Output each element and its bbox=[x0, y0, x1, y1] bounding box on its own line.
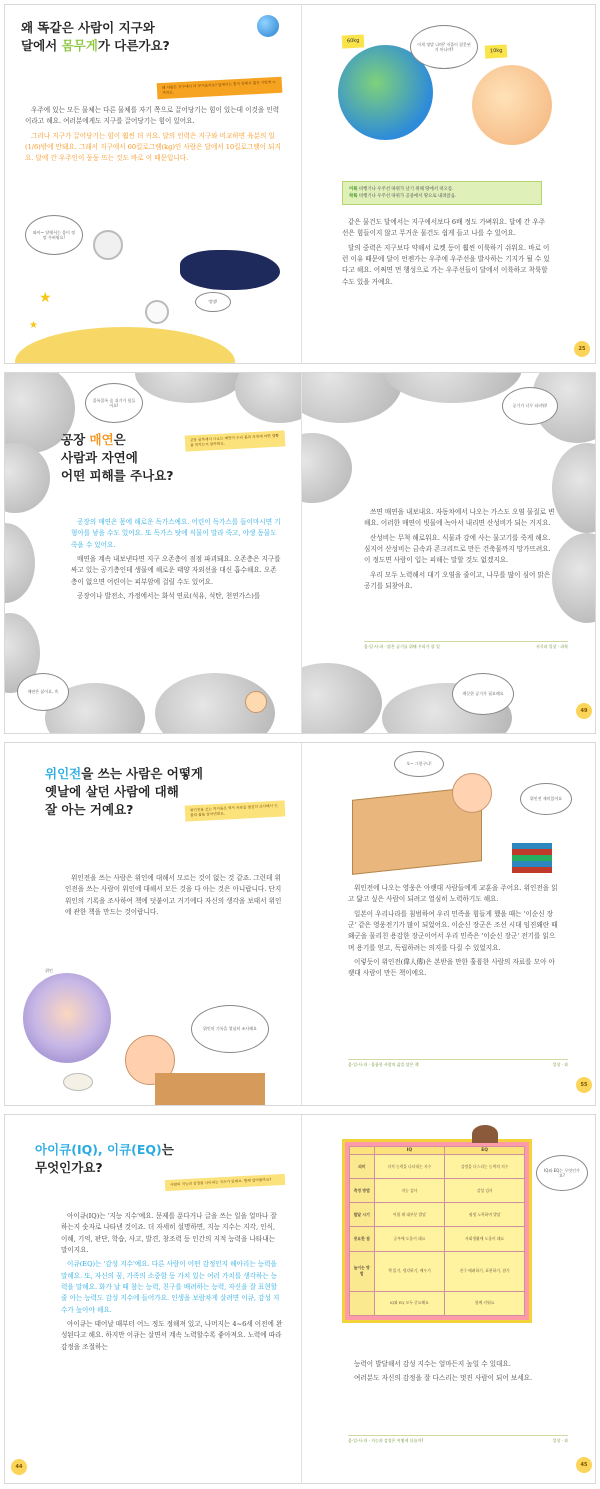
page-number: 25 bbox=[574, 341, 590, 357]
moon-globe-icon bbox=[472, 65, 552, 145]
table-cell: 함께 키워요 bbox=[445, 1291, 525, 1315]
child-face-icon bbox=[245, 691, 267, 713]
page-left bbox=[5, 1115, 301, 1483]
speech-bubble: 와아~ 달에서는 몸이 정말 가벼워요! bbox=[25, 215, 83, 255]
body-text: 우주에 있는 모든 물체는 다른 물체를 자기 쪽으로 끌어당기는 힘이 있는데 이것을 인력이라고 해요. 여러분에게도 지구를 끌어당기는 힘이 있어요. 그러나 지구가 끌어당기는 힘이 훨씬 더 커요. 달의 인력은 지구와 비교하면 육분의 일(1/6)밖에 안돼요. 그래서 지구에서 60킬로그램(kg)인 사람은 달에서 10킬로그램이 되지요. 달에 간 우주인이 둥둥 뜨는 것도 바로 이 때문입니다. bbox=[25, 106, 281, 163]
table-header: EQ bbox=[445, 1147, 525, 1155]
page-title: 왜 똑같은 사람이 지구와 달에서 몸무게가 다른가요? bbox=[21, 20, 170, 54]
title-sticker: 사람의 지능과 감정을 나타내는 지수가 있대요. 함께 알아볼까요? bbox=[165, 1174, 285, 1191]
table-cell: 사회생활에 도움이 돼요 bbox=[445, 1227, 525, 1251]
page-title: 아이큐(IQ), 이큐(EQ)는 무엇인가요? bbox=[35, 1142, 174, 1176]
speech-bubble: 오~ 그렇구나! bbox=[394, 751, 444, 777]
table-row bbox=[350, 1147, 525, 1155]
page-right bbox=[302, 373, 596, 733]
page-number: 45 bbox=[576, 1457, 592, 1473]
speech-bubble: 위인전 재미있어요 bbox=[520, 783, 572, 815]
body-text: 위인전을 쓰는 사람은 위인에 대해서 모르는 것이 없는 것 같죠. 그런데 위인전을 쓰는 사람이 위인에 대해서 모든 것을 다 아는 것은 아니랍니다. 단지 위인의 기록을 조사하여 책에 덧붙이고 거기에다 자신의 생각을 보태서 위인에 관한 책을 만드는 것이랍니다. bbox=[65, 874, 282, 916]
table-cell: 친구 배려하기, 표현하기, 참기 bbox=[445, 1251, 525, 1291]
body-text: 쓰면 매연을 내보내요. 자동차에서 나오는 가스도 오염 물질로 변해요. 이러한 매연이 빗물에 녹아서 내리면 산성비가 되는 거지요. 산성비는 무척 해로워요. 식물과 강에 사는 물고기를 죽게 해요. 심지어 산성비는 금속과 콘크리트로 만든 건축물까지 망가뜨려요. 이 정도면 사람이 입는 피해는 말할 것도 없겠지요. 우리 모두 노력해서 대기 오염을 줄이고, 나무를 많이 심어 맑은 공기를 되찾아요. bbox=[364, 508, 555, 590]
table-row bbox=[350, 1251, 525, 1291]
smoke-cloud bbox=[552, 533, 596, 623]
table-cell: 평생 노력하며 발달 bbox=[445, 1203, 525, 1227]
star-icon: ★ bbox=[29, 320, 38, 331]
spread-iq-eq bbox=[4, 1114, 596, 1484]
cat-peeking-icon bbox=[472, 1125, 498, 1143]
page-left bbox=[5, 5, 301, 363]
table-header bbox=[350, 1147, 375, 1155]
smoke-cloud bbox=[5, 523, 35, 603]
table-cell: 어릴 때 대부분 발달 bbox=[374, 1203, 445, 1227]
speech-bubble: 이게 정말 나야? 저울이 잘못된 거 아니야? bbox=[410, 25, 478, 69]
body-text: 능력이 발달해서 감성 지수는 얼마든지 높일 수 있대요. 여러분도 자신의 감정을 잘 다스리는 멋진 사람이 되어 보세요. bbox=[354, 1360, 533, 1383]
table-cell: 측정 방법 bbox=[350, 1179, 375, 1203]
page-title: 위인전을 쓰는 사람은 어떻게 옛날에 살던 사람에 대해 잘 아는 거예요? bbox=[45, 766, 203, 818]
table-row bbox=[350, 1179, 525, 1203]
weight-label-60: 60kg bbox=[342, 34, 365, 48]
table-cell: 책 읽기, 생각하기, 배우기 bbox=[374, 1251, 445, 1291]
space-rock-icon bbox=[180, 250, 280, 290]
comparison-table bbox=[349, 1146, 525, 1316]
desk-icon bbox=[155, 1073, 265, 1105]
page-footer: 몸·일·사·과 · 지능과 감성은 어떻게 다를까? 일상 · 과 bbox=[348, 1435, 568, 1443]
dog-bubble: 멍멍! bbox=[195, 292, 231, 312]
speech-bubble: 콜록콜록 숨 쉬기가 힘들어요! bbox=[85, 383, 143, 423]
table-row bbox=[350, 1155, 525, 1179]
smoke-cloud bbox=[302, 663, 382, 733]
book-stack-icon bbox=[512, 843, 552, 873]
table-cell: 감성 검사 bbox=[445, 1179, 525, 1203]
smoke-cloud bbox=[5, 443, 50, 513]
table-cell: 중요한 점 bbox=[350, 1227, 375, 1251]
body-text: 위인전에 나오는 영웅은 아랫대 사람들에게 교훈을 주어요. 위인전을 읽고 닮고 싶은 사람이 되려고 열심히 노력하기도 해요. 일본이 우리나라를 침범하여 우리 민족을 힘들게 했을 때는 '이순신 장군' 같은 영웅전기가 많이 되었어요. 이순신 장군은 조선 시대 임진왜란 때 왜군을 물리친 용감한 장군이어서 우리 민족은 '이순신 장군' 전기를 읽으며 용기를 얻고, 독립하려는 의지를 다질 수 있었지요. 이렇듯이 위인전(偉人傳)은 본받을 만한 훌륭한 사람의 자료를 모아 아랫대 사람이 만든 책이에요. bbox=[348, 884, 558, 978]
page-right bbox=[302, 743, 596, 1105]
speech-bubble: 깨끗한 공기가 필요해요 bbox=[452, 673, 514, 715]
page-footer: 몸·일·사·과 · 훌륭한 사람의 삶을 담은 책 일상 · 과 bbox=[348, 1059, 568, 1067]
reader-child-icon bbox=[452, 773, 492, 813]
dog-astronaut-icon bbox=[145, 300, 169, 324]
page-left bbox=[5, 743, 301, 1105]
table-cell: IQ와 EQ 모두 중요해요 bbox=[374, 1291, 445, 1315]
thought-label: 위인 bbox=[45, 968, 53, 974]
smoke-cloud bbox=[135, 373, 245, 403]
page-number: 55 bbox=[576, 1077, 592, 1093]
page-right bbox=[302, 1115, 596, 1483]
thought-cloud-portrait bbox=[23, 973, 111, 1063]
speech-bubble: 매연은 싫어요, 흑 bbox=[17, 673, 69, 711]
earth-icon bbox=[257, 15, 279, 37]
table-row bbox=[350, 1203, 525, 1227]
page-number: 49 bbox=[576, 703, 592, 719]
iq-eq-comparison-table bbox=[342, 1139, 532, 1323]
weight-label-10: 10kg bbox=[485, 44, 508, 58]
table-header: IQ bbox=[374, 1147, 445, 1155]
table-cell: 발달 시기 bbox=[350, 1203, 375, 1227]
spread-biography bbox=[4, 742, 596, 1106]
table-cell: 의미 bbox=[350, 1155, 375, 1179]
table-cell: 공부에 도움이 돼요 bbox=[374, 1227, 445, 1251]
title-sticker: 왜 사람은 지구에서 더 무거울까요? 달에서는 힘이 약해서 훨씬 가볍게 느껴져요. bbox=[157, 77, 283, 99]
table-cell: 지적 능력을 나타내는 지수 bbox=[374, 1155, 445, 1179]
table-cell: 감정을 다스리는 능력의 지수 bbox=[445, 1155, 525, 1179]
spread-gravity bbox=[4, 4, 596, 364]
page-left bbox=[5, 373, 301, 733]
smoke-cloud bbox=[302, 433, 352, 503]
page-number: 44 bbox=[11, 1459, 27, 1475]
page-right bbox=[302, 5, 596, 363]
speech-bubble: 공기가 너무 더러워! bbox=[502, 387, 558, 425]
table-row bbox=[350, 1291, 525, 1315]
cat-icon bbox=[63, 1073, 93, 1091]
star-icon: ★ bbox=[39, 290, 52, 306]
title-sticker: 위인전을 쓰는 작가들은 역사 자료를 열심히 조사해서 인물의 삶을 알아낸대요. bbox=[185, 800, 286, 821]
table-row bbox=[350, 1227, 525, 1251]
table-cell bbox=[350, 1291, 375, 1315]
body-text: 아이큐(IQ)는 '지능 지수'예요. 문제를 푼다거나 글을 쓰는 일을 얼마나 잘하는지 숫자로 나타낸 것이죠. 더 자세히 설명하면, 지능 지수는 지각, 인식, 이해, 기억, 판단, 학습, 사고, 발견, 창조력 등 인간의 지적 능력을 나타내는 말이지요. 이큐(EQ)는 '감성 지수'예요. 다른 사람이 어떤 감정인지 헤아리는 능력을 말해요. 또, 자신의 꿈, 가족의 소중함 등 가치 있는 여러 가치를 생각하는 능력을 말해요. 화가 날 때 참는 능력, 친구를 배려하는 능력, 자신을 잘 표현할 줄 아는 능력도 감성 지수에 들어가요. 인생을 보람차게 살려면 이큐, 감성 지수가 높아야 해요. 아이큐는 태어날 때부터 어느 정도 정해져 있고, 나머지는 4~6세 이전에 완성된다고 해요. 하지만 이큐는 살면서 계속 노력할수록 좋아져요. 노력에 따라 감정을 조절하는 bbox=[61, 1212, 283, 1351]
smoke-cloud bbox=[235, 373, 301, 423]
title-sticker: 공장 굴뚝에서 나오는 매연이 우리 몸과 자연에 어떤 영향을 미치는지 알아봐요. bbox=[185, 430, 286, 451]
table-cell: 지능 검사 bbox=[374, 1179, 445, 1203]
astronaut-icon bbox=[93, 230, 123, 260]
moon-surface bbox=[15, 327, 235, 363]
speech-bubble: IQ와 EQ는 무엇인가요? bbox=[536, 1155, 588, 1191]
vocab-box: 이륙 비행기나 우주선 따위가 날기 위해 땅에서 떠오름. 착륙 비행기나 우주선 따위가 공중에서 땅으로 내려앉음. bbox=[342, 181, 542, 205]
body-text: 같은 물건도 달에서는 지구에서보다 6배 정도 가벼워요. 달에 간 우주선은 힘들이지 않고 무거운 물건도 쉽게 들고 나를 수 있어요. 달의 중력은 지구보다 약해서 로켓 등이 훨씬 이륙하기 쉬워요. 바로 이런 이유 때문에 달이 언젠가는 우주에 우주선을 발사하는 기지가 될 수 있다고 해요. 어쩌면 먼 행성으로 가는 우주선들이 달에서 이륙하고 착륙할 수도 있을 거예요. bbox=[342, 218, 550, 286]
table-cell: 높이는 방법 bbox=[350, 1251, 375, 1291]
body-text: 공장의 매연은 몸에 해로운 독가스예요. 어린이 독가스를 들이마시면 기형아를 낳을 수도 있어요. 또 독가스 탓에 식물이 말라 죽고, 야생 동물도 죽을 수 있어요. 매연을 계속 내보낸다면 지구 오존층이 점점 파괴돼요. 오존층은 지구를 싸고 있는 공기층인데 생물에 해로운 태양 자외선을 대신 흡수해요. 오존층이 없으면 어린이는 피부암에 걸릴 수도 있어요. 공장이나 발전소, 가정에서는 화석 연료(석유, 석탄, 천연가스)를 bbox=[71, 518, 281, 600]
page-title: 공장 매연은 사람과 자연에 어떤 피해를 주나요? bbox=[61, 432, 174, 484]
spread-air-pollution bbox=[4, 372, 596, 734]
speech-bubble: 위인의 기록을 열심히 조사해요 bbox=[191, 1005, 269, 1053]
smoke-cloud bbox=[552, 443, 596, 533]
page-footer: 몸·일·사·과 · 맑은 공기를 위해 우리가 할 일 지식과 일상 · 과학 bbox=[364, 641, 568, 649]
smoke-cloud bbox=[382, 373, 522, 403]
